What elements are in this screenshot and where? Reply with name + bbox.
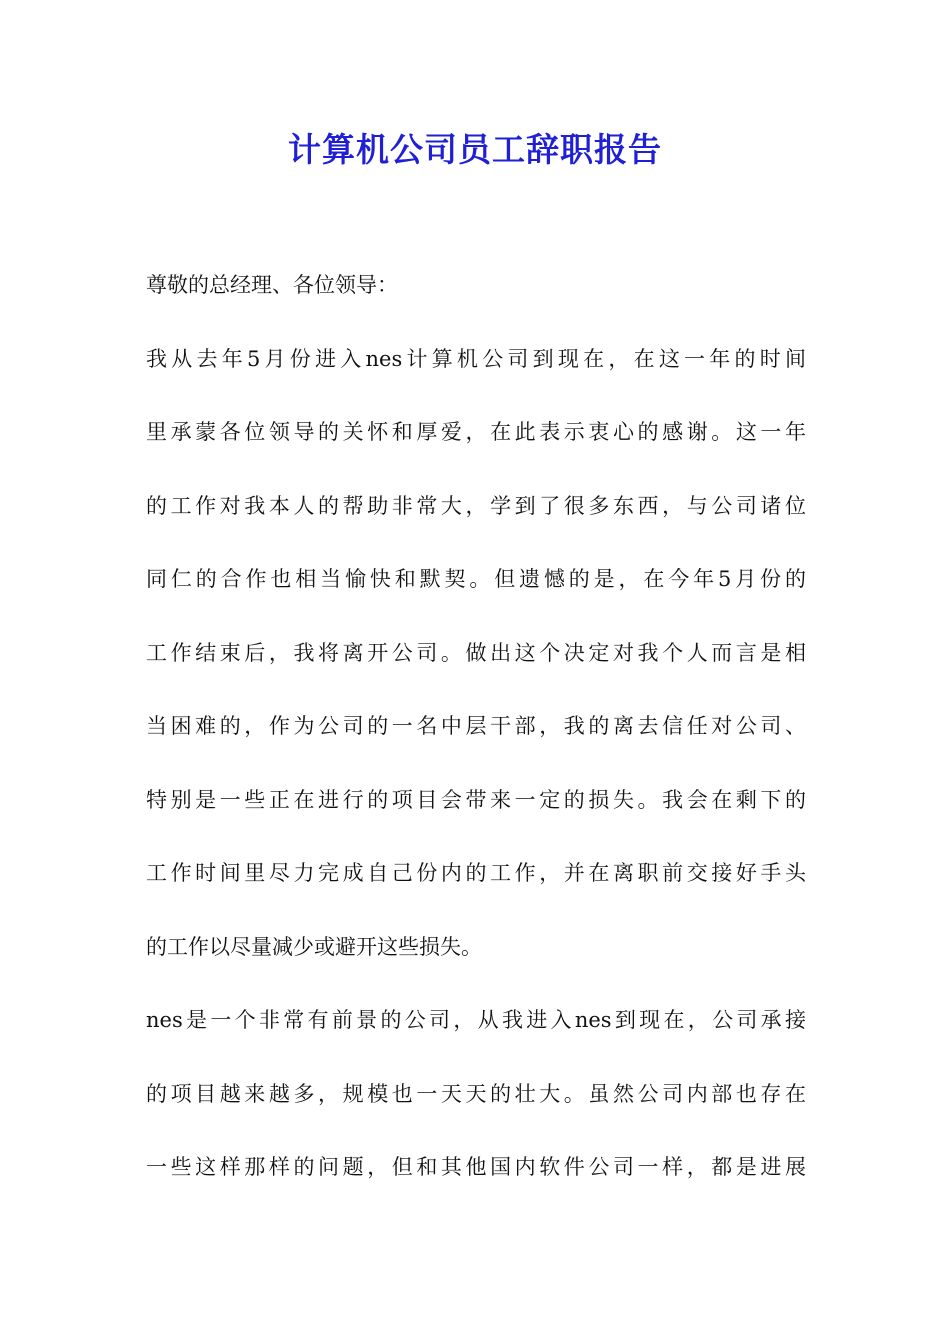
salutation-line: 尊敬的总经理、各位领导： [146, 273, 398, 297]
paragraph-1-line-9: 的工作以尽量减少或避开这些损失。 [146, 934, 482, 959]
paragraph-1-line-3: 的工作对我本人的帮助非常大，学到了很多东西，与公司诸位 [146, 493, 806, 518]
document-title: 计算机公司员工辞职报告 [288, 130, 662, 169]
paragraph-1-line-6: 当困难的，作为公司的一名中层干部，我的离去信任对公司、 [146, 714, 806, 738]
document-body [146, 266, 806, 1222]
paragraph-1-line-1: 我从去年5月份进入nes计算机公司到现在，在这一年的时间 [146, 346, 806, 371]
paragraph-2-line-1: nes是一个非常有前景的公司，从我进入nes到现在，公司承接 [146, 1008, 806, 1032]
paragraph-2-line-3: 一些这样那样的问题，但和其他国内软件公司一样，都是进展 [146, 1155, 806, 1179]
paragraph-1-line-4: 同仁的合作也相当愉快和默契。但遗憾的是，在今年5月份的 [146, 567, 806, 591]
paragraph-2-line-2: 的项目越来越多，规模也一天天的壮大。虽然公司内部也存在 [146, 1081, 806, 1106]
paragraph-1-line-7: 特别是一些正在进行的项目会带来一定的损失。我会在剩下的 [146, 787, 806, 812]
paragraph-1-line-5: 工作结束后，我将离开公司。做出这个决定对我个人而言是相 [146, 640, 806, 665]
paragraph-1-line-2: 里承蒙各位领导的关怀和厚爱，在此表示衷心的感谢。这一年 [146, 420, 806, 444]
paragraph-1-line-8: 工作时间里尽力完成自己份内的工作，并在离职前交接好手头 [146, 861, 806, 885]
